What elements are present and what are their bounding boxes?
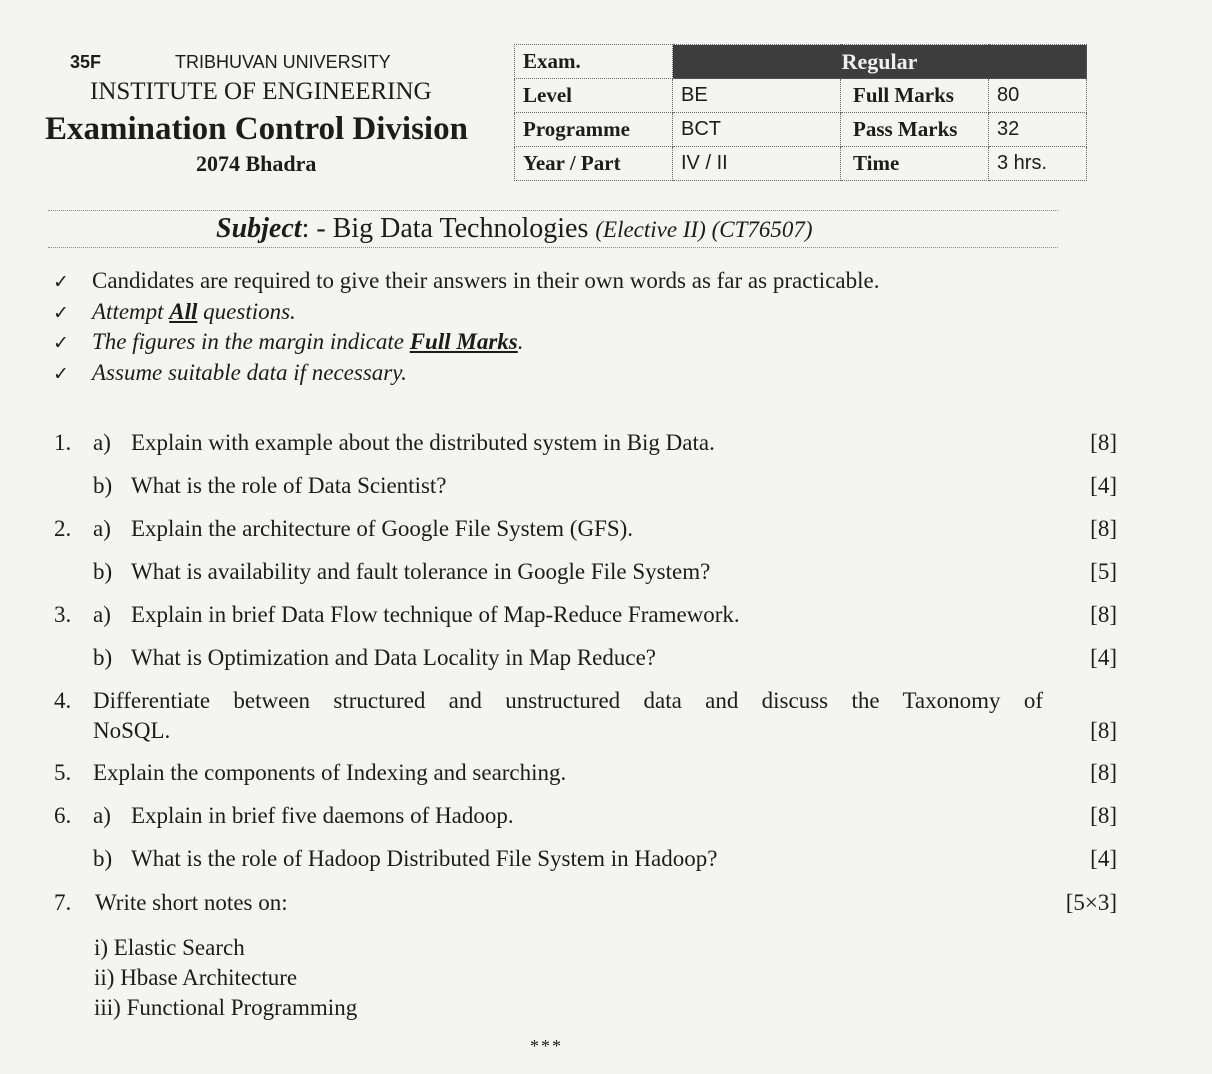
instruction-text: questions. [197, 298, 296, 324]
question-text: Explain the architecture of Google File System (GFS). [131, 516, 634, 541]
short-note-item: iii) Functional Programming [94, 995, 358, 1020]
division-title: Examination Control Division [45, 111, 468, 147]
question-number: 2. [54, 516, 72, 541]
divider-top [48, 210, 1058, 211]
instruction-text: Attempt [92, 298, 170, 324]
question-text: What is the role of Data Scientist? [131, 473, 447, 498]
question-part: b) [93, 645, 113, 670]
time-label: Time [841, 147, 989, 181]
year-value: IV / II [673, 147, 841, 181]
check-icon: ✓ [53, 332, 69, 354]
question-marks: [4] [1090, 645, 1117, 670]
question-marks: [8] [1090, 430, 1117, 455]
check-icon: ✓ [53, 301, 69, 324]
short-note-item: ii) Hbase Architecture [94, 965, 298, 990]
paper-code: 35F [70, 52, 102, 72]
subject-detail: (Elective II) (CT76507) [595, 217, 813, 242]
pass-marks-label: Pass Marks [841, 113, 989, 147]
question-text: Explain in brief Data Flow technique of Map-Reduce Framework. [131, 602, 740, 627]
question-marks: [8] [1090, 718, 1117, 743]
pass-marks-value: 32 [989, 113, 1087, 147]
question-marks: [8] [1090, 760, 1117, 785]
question-number: 5. [54, 760, 72, 785]
question-part: b) [93, 559, 113, 584]
full-marks-label: Full Marks [841, 79, 989, 113]
question-part: a) [93, 516, 111, 541]
instruction-emphasis: Full Marks [409, 329, 518, 354]
exam-session: 2074 Bhadra [196, 151, 317, 176]
instruction-item [53, 266, 879, 297]
exam-type: Regular [673, 45, 1087, 79]
question-marks: [5×3] [1065, 890, 1117, 915]
check-icon: ✓ [53, 271, 69, 293]
check-icon: ✓ [53, 362, 69, 385]
instruction-text: . [517, 329, 524, 354]
instruction-item [53, 327, 879, 358]
question-number: 7. [54, 890, 72, 915]
instruction-text: Assume suitable data if necessary. [92, 359, 407, 385]
question-number: 3. [54, 602, 72, 627]
divider-bottom [48, 247, 1058, 248]
full-marks-value: 80 [989, 79, 1087, 113]
question-text: What is availability and fault tolerance in Google File System? [131, 559, 711, 584]
question-marks: [8] [1090, 602, 1117, 627]
subject-separator: : - [301, 213, 333, 244]
programme-label: Programme [515, 113, 673, 147]
programme-value: BCT [673, 113, 841, 147]
year-label: Year / Part [515, 147, 673, 181]
question-marks: [8] [1090, 516, 1117, 541]
question-text: Explain the components of Indexing and searching. [93, 760, 567, 785]
question-number: 4. [54, 688, 72, 713]
question-marks: [4] [1090, 846, 1117, 871]
subject-label: Subject [216, 213, 302, 244]
exam-label: Exam. [515, 45, 673, 79]
end-mark: *** [530, 1036, 563, 1056]
question-text-continued: NoSQL. [93, 718, 171, 743]
level-label: Level [515, 79, 673, 113]
question-text: Write short notes on: [95, 890, 288, 915]
question-marks: [8] [1090, 803, 1117, 828]
exam-info-table [514, 44, 1087, 181]
time-value: 3 hrs. [989, 147, 1087, 181]
question-text: What is the role of Hadoop Distributed File System in Hadoop? [131, 846, 718, 871]
question-text: Differentiate between structured and unstructured data and discuss the Taxonomy of [93, 688, 1043, 713]
subject-line [216, 213, 813, 245]
short-notes-list [94, 933, 357, 1023]
question-text: Explain in brief five daemons of Hadoop. [131, 803, 514, 828]
instruction-text: The figures in the margin indicate [92, 329, 410, 354]
question-text: What is Optimization and Data Locality in Map Reduce? [131, 645, 657, 670]
question-part: a) [93, 803, 111, 828]
instruction-emphasis: All [169, 298, 198, 324]
question-part: a) [93, 602, 111, 627]
instruction-text: Candidates are required to give their answers in their own words as far as practicable. [92, 268, 880, 293]
instruction-item [53, 297, 879, 328]
question-number: 1. [54, 430, 72, 455]
instruction-item [53, 358, 879, 389]
university-name: TRIBHUVAN UNIVERSITY [175, 52, 391, 72]
question-number: 6. [54, 803, 72, 828]
institute-name: INSTITUTE OF ENGINEERING [90, 78, 432, 105]
question-part: a) [93, 430, 111, 455]
short-note-item: i) Elastic Search [94, 935, 245, 960]
question-text: Explain with example about the distributed system in Big Data. [131, 430, 715, 455]
question-marks: [5] [1090, 559, 1117, 584]
instructions-list [53, 266, 879, 388]
subject-name: Big Data Technologies [332, 213, 589, 244]
level-value: BE [673, 79, 841, 113]
question-part: b) [93, 846, 113, 871]
question-marks: [4] [1090, 473, 1117, 498]
question-part: b) [93, 473, 113, 498]
